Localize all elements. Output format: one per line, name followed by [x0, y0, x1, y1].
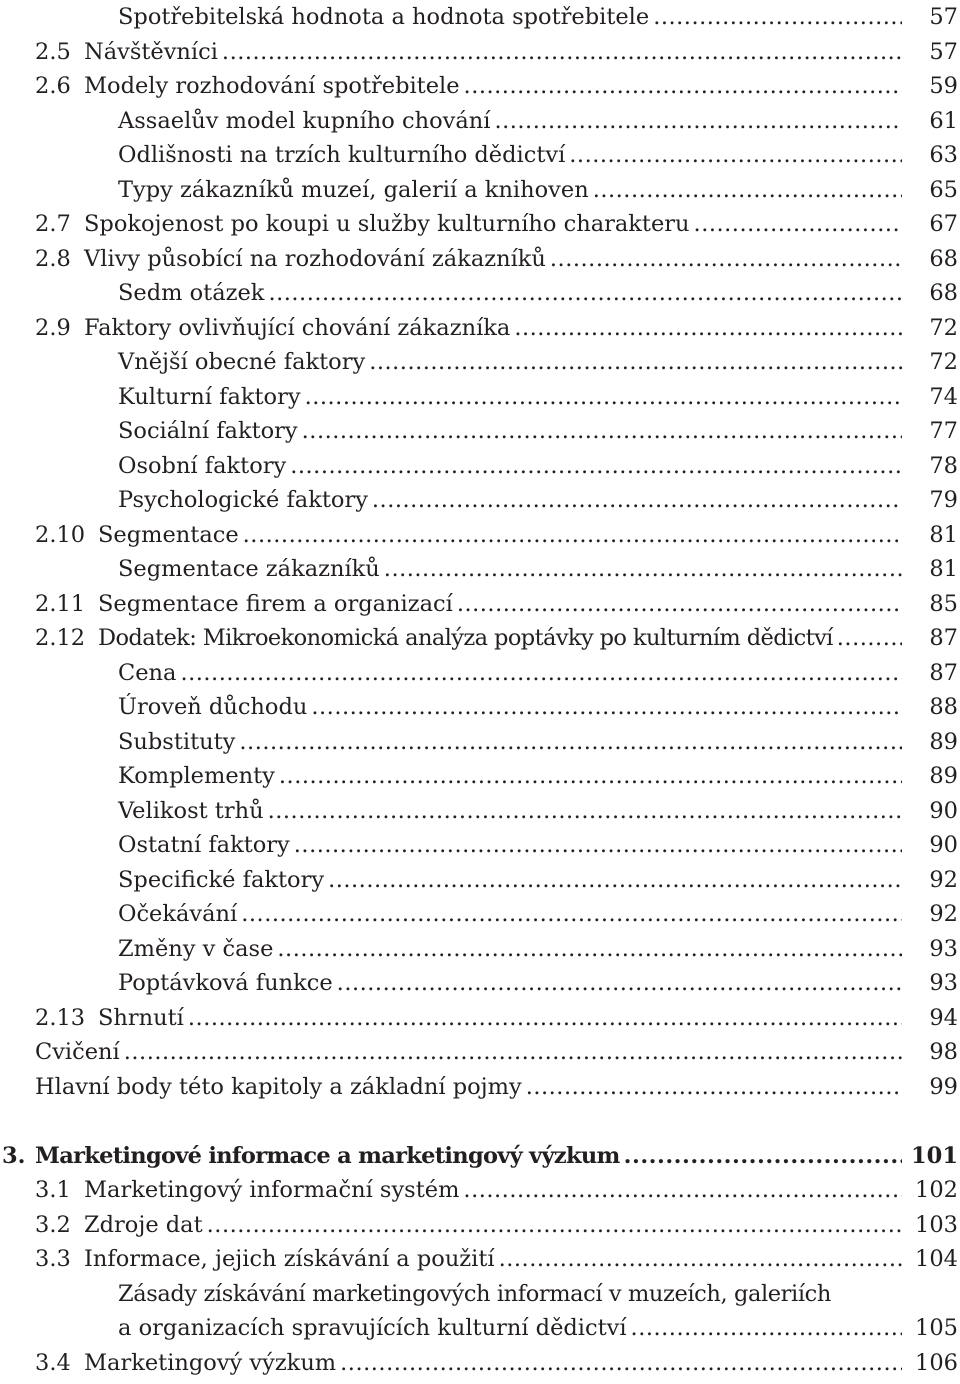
toc-page-number: 67 [929, 211, 958, 237]
toc-entry-title: Osobní faktory [118, 452, 287, 479]
toc-page-number: 63 [929, 142, 958, 168]
toc-entry [0, 449, 960, 483]
toc-entry-title: Úroveň důchodu [118, 694, 308, 720]
toc-entry-line [118, 173, 902, 207]
toc-entry [0, 1208, 960, 1242]
toc-entry-title: Zdroje dat [84, 1211, 203, 1238]
toc-entry [0, 863, 960, 897]
toc-entry [0, 552, 960, 586]
toc-page-number: 103 [915, 1211, 958, 1238]
toc-entry [0, 483, 960, 517]
leader-dots [222, 35, 902, 69]
toc-entry-line [118, 759, 902, 793]
toc-entry-line [84, 1242, 902, 1276]
toc-page-number: 93 [929, 935, 958, 962]
toc-entry-title: Informace, jejich získávání a použití [84, 1246, 495, 1272]
leader-dots [311, 690, 902, 724]
toc-entry [0, 1001, 960, 1035]
leader-dots [369, 345, 902, 379]
toc-entry-line [118, 414, 902, 448]
toc-entry-line [118, 1311, 902, 1345]
toc-entry-line [118, 276, 902, 310]
toc-section-number: 2.7 [35, 211, 71, 237]
toc-entry-line [98, 621, 902, 655]
toc-entry-line [118, 138, 902, 172]
toc-chapter-entry [0, 1139, 960, 1173]
toc-entry-title: Psychologické faktory [118, 487, 368, 513]
leader-dots [239, 725, 902, 759]
toc-page-number: 101 [911, 1142, 958, 1169]
toc-section-number: 2.10 [35, 521, 86, 548]
toc-entry [0, 932, 960, 966]
toc-entry [0, 207, 960, 241]
leader-dots [514, 311, 902, 345]
toc-page-number: 90 [929, 797, 958, 824]
leader-dots [694, 207, 902, 241]
toc-page-number: 93 [929, 970, 958, 996]
toc-entry-title: Modely rozhodování spotřebitele [84, 73, 460, 99]
leader-dots [526, 1070, 902, 1104]
toc-entry-line [118, 690, 902, 724]
leader-dots [569, 138, 902, 172]
toc-entry-title: Vnější obecné faktory [118, 349, 366, 375]
leader-dots [340, 1346, 902, 1380]
toc-entry-line [118, 656, 902, 690]
toc-entry-line [118, 863, 902, 897]
leader-dots [337, 966, 902, 1000]
toc-page-number: 89 [929, 728, 958, 755]
toc-entry-line [98, 1001, 902, 1035]
toc-page-number: 90 [929, 832, 958, 858]
toc-entry-title: Cvičení [35, 1039, 120, 1065]
toc-page-number: 92 [929, 901, 958, 927]
toc-page-number: 87 [929, 625, 958, 651]
toc-entry-title: Spokojenost po koupi u služby kulturního charakteru [84, 211, 690, 237]
toc-section-number: 2.13 [35, 1004, 86, 1031]
toc-entry-title: Dodatek: Mikroekonomická analýza poptávky po kulturním dědictví [98, 625, 833, 651]
toc-entry-line [84, 1173, 902, 1207]
toc-entry-title: Assaelův model kupního chování [118, 107, 491, 134]
toc-page-number: 85 [929, 590, 958, 617]
toc-entry-line [118, 449, 902, 483]
toc-entry [0, 587, 960, 621]
toc-page-number: 59 [929, 73, 958, 99]
toc-entry-line [118, 380, 902, 414]
toc-entry-title-continued: a organizacích spravujících kulturní dědictví [118, 1315, 627, 1341]
toc-page-number: 92 [929, 866, 958, 893]
leader-dots [124, 1035, 902, 1069]
toc-entry-line [84, 1208, 902, 1242]
toc-entry [0, 138, 960, 172]
toc-section-number: 2.5 [35, 38, 71, 65]
toc-section-number: 2.8 [35, 245, 71, 272]
toc-entry-line [118, 725, 902, 759]
toc-entry-title: Kulturní faktory [118, 383, 301, 410]
toc-entry [0, 621, 960, 655]
toc-entry-title: Spotřebitelská hodnota a hodnota spotřebitele [118, 4, 650, 30]
toc-entry-line [118, 0, 902, 34]
toc-entry-line [84, 207, 902, 241]
toc-entry [0, 242, 960, 276]
leader-dots [188, 1001, 902, 1035]
leader-dots [241, 897, 902, 931]
toc-entry-title: Vlivy působící na rozhodování zákazníků [84, 245, 546, 272]
toc-section-number: 2.11 [35, 590, 86, 617]
toc-entry [0, 1173, 960, 1207]
leader-dots [837, 621, 902, 655]
toc-chapter-title: Marketingové informace a marketingový výzkum [35, 1142, 620, 1169]
toc-entry [0, 1346, 960, 1380]
toc-entry [0, 656, 960, 690]
toc-entry [0, 1242, 960, 1276]
leader-dots [268, 794, 902, 828]
leader-dots [499, 1242, 902, 1276]
toc-page-number: 61 [929, 107, 958, 134]
toc-entry-title: Hlavní body této kapitoly a základní pojmy [35, 1073, 522, 1100]
toc-section-number: 3.2 [35, 1211, 71, 1238]
toc-entry [0, 1311, 960, 1345]
toc-entry [0, 1035, 960, 1069]
toc-page-number: 106 [915, 1349, 958, 1376]
toc-entry-line [118, 828, 902, 862]
toc-entry [0, 725, 960, 759]
toc-page-number: 79 [929, 487, 958, 513]
leader-dots [279, 759, 902, 793]
toc-section-number: 3.1 [35, 1177, 71, 1203]
toc-entry [0, 690, 960, 724]
toc-entry-line [118, 897, 902, 931]
leader-dots [463, 1173, 902, 1207]
toc-entry-line [118, 483, 902, 517]
leader-dots [494, 104, 902, 138]
leader-dots [290, 449, 902, 483]
leader-dots [464, 69, 902, 103]
toc-chapter-number: 3. [2, 1142, 26, 1169]
toc-entry-title: Ostatní faktory [118, 832, 290, 858]
toc-entry [0, 311, 960, 345]
leader-dots [372, 483, 902, 517]
toc-page-number: 98 [929, 1039, 958, 1065]
toc-page-number: 81 [929, 521, 958, 548]
leader-dots [624, 1139, 902, 1173]
toc-entry [0, 0, 960, 34]
toc-entry-line [35, 1070, 902, 1104]
toc-page-number: 102 [915, 1177, 958, 1203]
toc-entry-line [84, 1346, 902, 1380]
toc-page-number: 87 [929, 659, 958, 686]
toc-entry [0, 897, 960, 931]
toc-entry-title: Specifické faktory [118, 866, 325, 893]
toc-entry [0, 173, 960, 207]
toc-entry-line [98, 518, 902, 552]
toc-page-number: 74 [929, 383, 958, 410]
leader-dots [302, 414, 902, 448]
toc-entry [0, 276, 960, 310]
toc-section-number: 2.6 [35, 73, 71, 99]
toc-entry [0, 1070, 960, 1104]
toc-entry-line [84, 69, 902, 103]
leader-dots [593, 173, 902, 207]
toc-entry-title: Segmentace [98, 521, 239, 548]
toc-page-number: 89 [929, 763, 958, 789]
toc-entry [0, 518, 960, 552]
toc-entry-title: Velikost trhů [118, 797, 264, 824]
toc-entry-title: Marketingový informační systém [84, 1177, 460, 1203]
toc-section-number: 2.12 [35, 625, 86, 651]
toc-entry [0, 828, 960, 862]
toc-page-number: 81 [929, 556, 958, 582]
toc-entry-first-line [0, 1277, 960, 1311]
toc-entry-title: Komplementy [118, 763, 275, 789]
toc-entry-line [118, 104, 902, 138]
toc-entry-title: Typy zákazníků muzeí, galerií a knihoven [118, 176, 589, 203]
toc-entry-line [84, 311, 902, 345]
toc-entry-line [84, 242, 902, 276]
toc-entry-title: Odlišnosti na trzích kulturního dědictví [118, 142, 566, 168]
toc-entry-line [118, 552, 902, 586]
toc-page-number: 57 [929, 4, 958, 30]
toc-entry [0, 794, 960, 828]
toc-page-number: 68 [929, 245, 958, 272]
toc-entry [0, 69, 960, 103]
toc-page-number: 105 [915, 1315, 958, 1341]
toc-entry-line [118, 794, 902, 828]
leader-dots [305, 380, 902, 414]
leader-dots [277, 932, 902, 966]
toc-entry-title: Segmentace firem a organizací [98, 590, 453, 617]
toc-entry-title: Shrnutí [98, 1004, 184, 1031]
leader-dots [268, 276, 902, 310]
toc-page-number: 78 [929, 452, 958, 479]
leader-dots [631, 1311, 902, 1345]
toc-entry-line [84, 35, 902, 69]
toc-entry-line [98, 587, 902, 621]
leader-dots [328, 863, 902, 897]
toc-page-number: 72 [929, 314, 958, 341]
toc-entry-title: Cena [118, 659, 177, 686]
toc-section-number: 3.3 [35, 1246, 71, 1272]
leader-dots [550, 242, 902, 276]
toc-page-number: 94 [929, 1004, 958, 1031]
toc-entry-line [118, 345, 902, 379]
toc-entry-title: Změny v čase [118, 935, 274, 962]
toc-page-number: 68 [929, 280, 958, 306]
leader-dots [207, 1208, 902, 1242]
leader-dots [294, 828, 902, 862]
toc-entry-title: Očekávání [118, 901, 238, 927]
leader-dots [457, 587, 902, 621]
toc-entry-title: Marketingový výzkum [84, 1349, 337, 1376]
toc-page-number: 65 [929, 176, 958, 203]
toc-page-number: 72 [929, 349, 958, 375]
toc-entry [0, 345, 960, 379]
toc-entry-title: Faktory ovlivňující chování zákazníka [84, 314, 511, 341]
toc-entry [0, 414, 960, 448]
leader-dots [384, 552, 902, 586]
toc-section-number: 2.9 [35, 314, 71, 341]
toc-section-number: 3.4 [35, 1349, 71, 1376]
leader-dots [653, 0, 902, 34]
toc-entry-title: Sedm otázek [118, 280, 265, 306]
toc-entry-line [35, 1035, 902, 1069]
toc-page-number: 88 [929, 694, 958, 720]
toc-entry [0, 380, 960, 414]
toc-page-number: 77 [929, 418, 958, 444]
toc-entry-title: Sociální faktory [118, 418, 298, 444]
toc-entry-title: Substituty [118, 728, 236, 755]
toc-entry-title: Segmentace zákazníků [118, 556, 380, 582]
toc-entry-title: Poptávková funkce [118, 970, 333, 996]
leader-dots [180, 656, 902, 690]
toc-entry-line [118, 932, 902, 966]
toc-entry [0, 759, 960, 793]
toc-page-number: 104 [915, 1246, 958, 1272]
toc-entry [0, 35, 960, 69]
toc-entry-title: Návštěvníci [84, 38, 218, 65]
toc-entry-line [35, 1139, 902, 1173]
toc-page-number: 99 [929, 1073, 958, 1100]
toc-entry-line [118, 966, 902, 1000]
toc-page-number: 57 [929, 38, 958, 65]
leader-dots [243, 518, 902, 552]
toc-entry [0, 104, 960, 138]
toc-entry-title: Zásady získávání marketingových informací v muzeích, galeriích [118, 1280, 831, 1307]
toc-entry [0, 966, 960, 1000]
